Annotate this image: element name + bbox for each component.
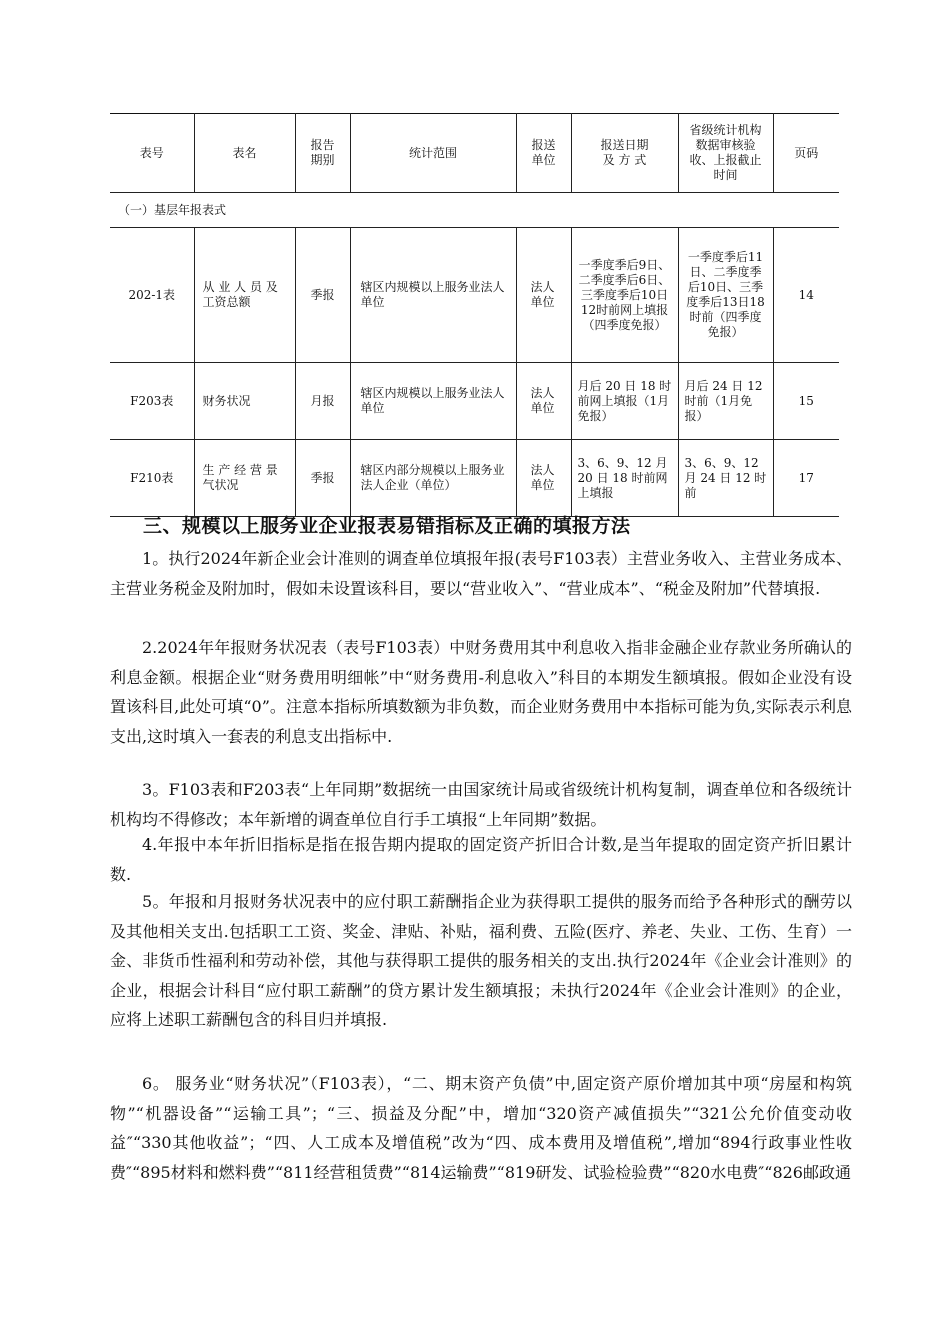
paragraph-6: 6。 服务业“财务状况”（F103表），“二、期末资产负债”中,固定资产原价增加其中项“房屋和构筑物”“机器设备”“运输工具”；“三、损益及分配”中，增加“320资产减值损失”“321公允价值变动收益″“330其他收益”；“四、人工成本及增值税”改为“四、成本费用及增值税”,增加“894行政事业性收费″“895材料和燃料费”“811经营租赁费”“814运输费”“819研发、试验检验费”“820水电费″“826邮政通 [110,1074,852,1182]
row-deadline: 一季度季后11日、二季度季后10日、三季度季后13日18时前（四季度免报） [678,228,773,363]
table-row [110,363,839,440]
row-name: 从 业 人 员 及工资总额 [194,228,295,363]
row-name: 生 产 经 营 景气状况 [194,440,295,517]
paragraph-5: 5。年报和月报财务状况表中的应付职工薪酬指企业为获得职工提供的服务而给予各种形式的酬劳以及其他相关支出.包括职工工资、奖金、津贴、补贴，福利费、五险(医疗、养老、失业、工伤、生育）一金、非货币性福利和劳动补偿，其他与获得职工提供的服务相关的支出.执行2024年《企业会计准则》的企业，根据会计科目“应付职工薪酬”的贷方累计发生额填报；未执行2024年《企业会计准则》的企业，应将上述职工薪酬包含的科目归并填报. [110,892,852,1029]
header-code: 表号 [110,114,194,193]
section-heading: 三、规模以上服务业企业报表易错指标及正确的填报方法 [143,515,631,537]
header-submit: 报送日期及 方 式 [571,114,678,193]
row-scope: 辖区内规模以上服务业法人单位 [350,228,516,363]
row-period: 季报 [295,440,350,517]
row-unit: 法人单位 [516,228,571,363]
header-scope: 统计范围 [350,114,516,193]
row-submit: 月后 20 日 18 时前网上填报（1月免报） [571,363,678,440]
paragraph-3: 3。F103表和F203表“上年同期”数据统一由国家统计局或省级统计机构复制，调查单位和各级统计机构均不得修改；本年新增的调查单位自行手工填报“上年同期”数据。 [110,780,852,829]
paragraph-4: 4.年报中本年折旧指标是指在报告期内提取的固定资产折旧合计数,是当年提取的固定资产折旧累计数. [110,835,852,884]
table-section-row [110,193,839,228]
row-unit: 法人单位 [516,440,571,517]
row-scope: 辖区内部分规模以上服务业法人企业（单位） [350,440,516,517]
row-period: 月报 [295,363,350,440]
row-page: 15 [773,363,839,440]
row-period: 季报 [295,228,350,363]
row-code: 202-1表 [110,228,194,363]
table-row [110,228,839,363]
row-name: 财务状况 [194,363,295,440]
header-unit: 报送单位 [516,114,571,193]
header-page: 页码 [773,114,839,193]
row-submit: 3、6、9、12 月 20 日 18 时前网上填报 [571,440,678,517]
table-row [110,440,839,517]
row-deadline: 3、6、9、12 月 24 日 12 时前 [678,440,773,517]
header-deadline: 省级统计机构数据审核验收、上报截止时间 [678,114,773,193]
report-table [110,113,839,517]
row-code: F210表 [110,440,194,517]
row-deadline: 月后 24 日 12 时前（1月免报） [678,363,773,440]
row-page: 14 [773,228,839,363]
paragraph-2: 2.2024年年报财务状况表（表号F103表）中财务费用其中利息收入指非金融企业存款业务所确认的利息金额。根据企业“财务费用明细帐”中“财务费用-利息收入”科目的本期发生额填报。假如企业没有设置该科目,此处可填“0”。注意本指标所填数额为非负数，而企业财务费用中本指标可能为负,实际表示利息支出,这时填入一套表的利息支出指标中. [110,638,852,746]
header-period: 报告期别 [295,114,350,193]
row-scope: 辖区内规模以上服务业法人单位 [350,363,516,440]
row-code: F203表 [110,363,194,440]
paragraph-1: 1。执行2024年新企业会计准则的调查单位填报年报(表号F103表）主营业务收入、主营业务成本、主营业务税金及附加时，假如未设置该科目，要以“营业收入”、“营业成本”、“税金及附加”代替填报. [110,549,852,598]
header-name: 表名 [194,114,295,193]
row-submit: 一季度季后9日、二季度季后6日、三季度季后10日12时前网上填报（四季度免报） [571,228,678,363]
row-unit: 法人单位 [516,363,571,440]
row-page: 17 [773,440,839,517]
section-title: （一）基层年报表式 [110,193,839,228]
table-header-row [110,114,839,193]
